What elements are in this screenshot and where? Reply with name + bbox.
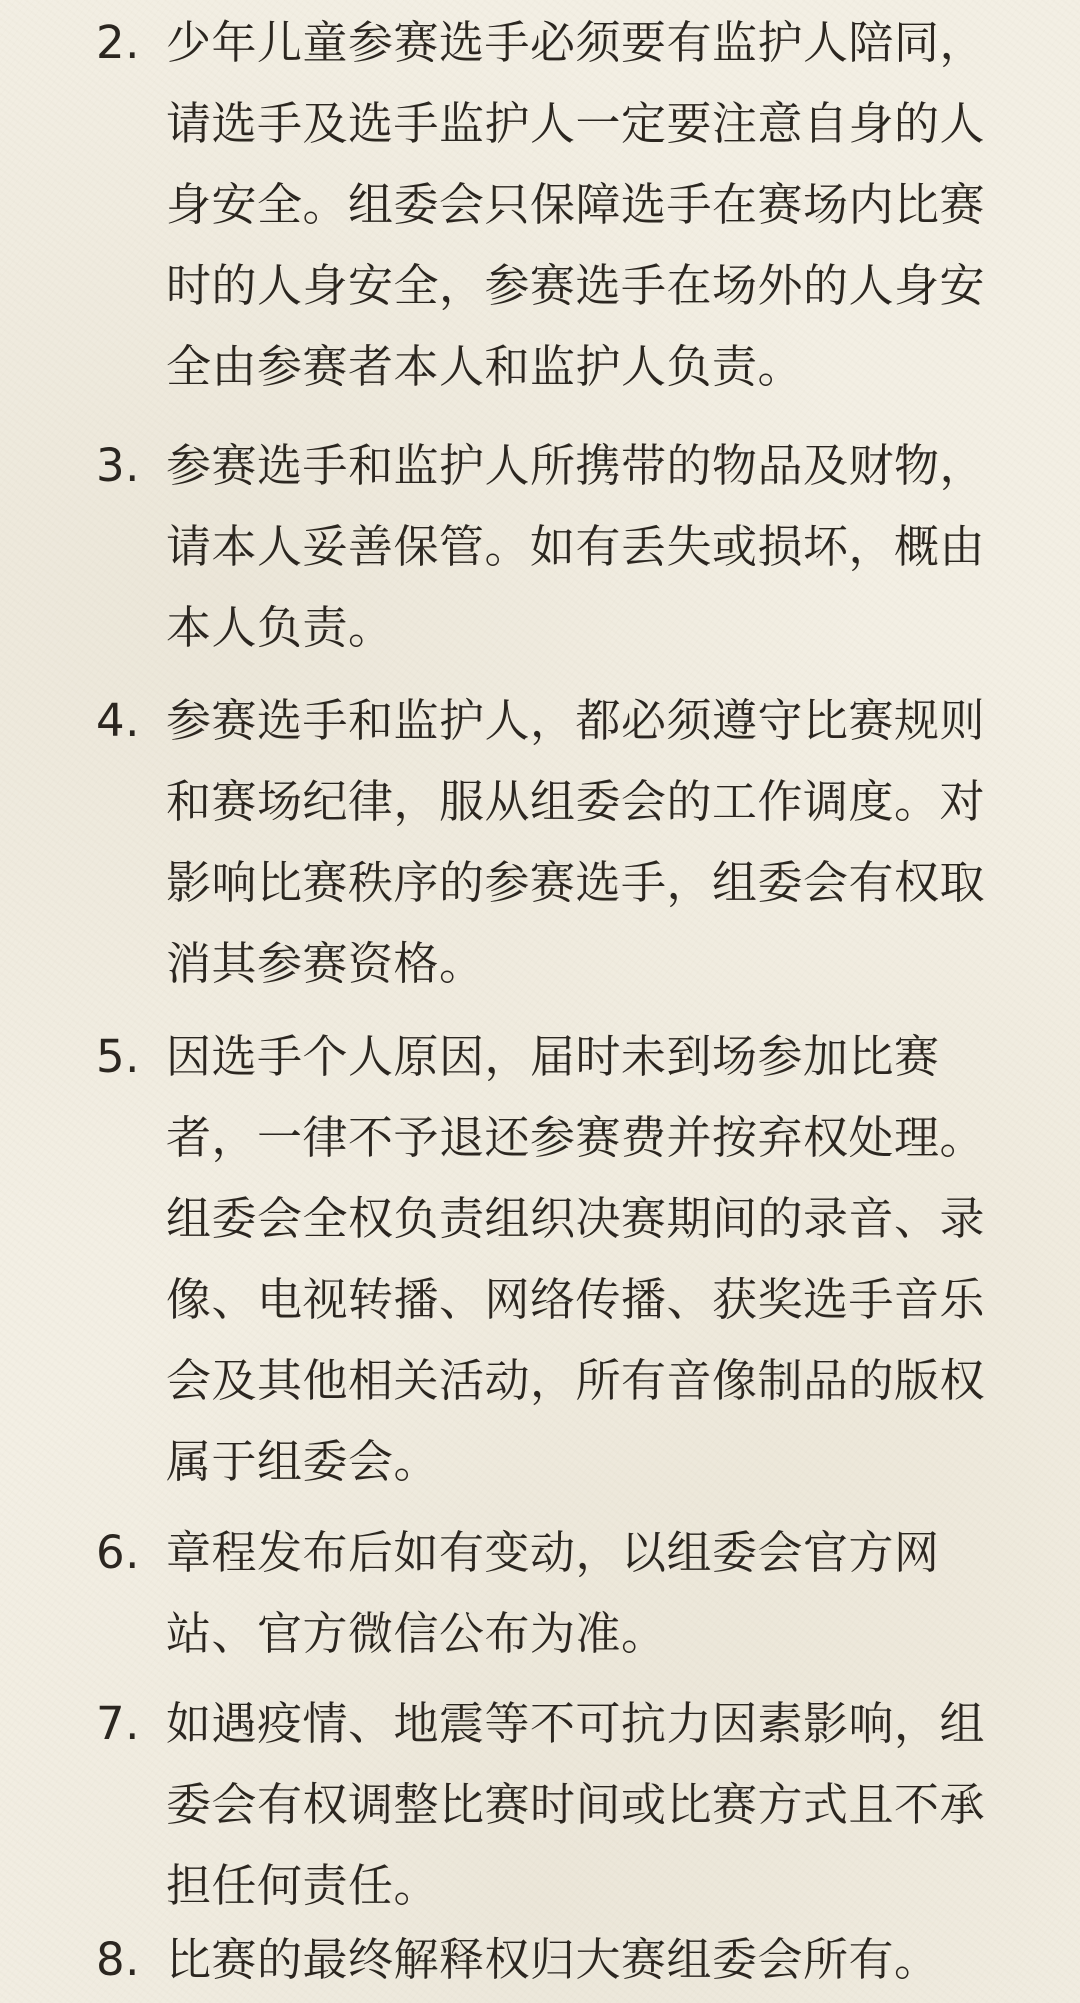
rule-item-5	[96, 1016, 1022, 1502]
rule-text: 章程发布后如有变动，以组委会官方网站、官方微信公布为准。	[166, 1526, 940, 1660]
rule-text: 参赛选手和监护人所携带的物品及财物，请本人妥善保管。如有丢失或损坏，概由本人负责。	[166, 439, 986, 654]
rule-text: 少年儿童参赛选手必须要有监护人陪同，请选手及选手监护人一定要注意自身的人身安全。组委会只保障选手在赛场内比赛 时的人身安全，参赛选手在场外的人身安全由参赛者本人和监护人负责。	[166, 16, 986, 393]
rule-item-2	[96, 2, 1022, 407]
rule-number: 3.	[96, 439, 140, 492]
rule-text: 因选手个人原因，届时未到场参加比赛者，一律不予退还参赛费并按弃权处理。组委会全权负责组织决赛期间的录音、录像、电视转播、网络传播、获奖选手音乐会及其他相关活动，所有音像制品的版权属于组委会。	[166, 1030, 986, 1488]
rule-text: 如遇疫情、地震等不可抗力因素影响，组委会有权调整比赛时间或比赛方式且不承担任何责任。	[166, 1697, 986, 1912]
rule-number: 2.	[96, 16, 140, 69]
rule-item-7	[96, 1683, 1022, 1926]
rule-text: 比赛的最终解释权归大赛组委会所有。	[166, 1933, 940, 1986]
rule-item-3	[96, 425, 1022, 668]
rule-number: 5.	[96, 1030, 140, 1083]
rule-item-8	[96, 1919, 1022, 2000]
rule-number: 8.	[96, 1933, 140, 1986]
rule-number: 7.	[96, 1697, 140, 1750]
rule-item-4	[96, 680, 1022, 1004]
rule-item-6	[96, 1512, 1022, 1674]
rule-number: 4.	[96, 694, 140, 747]
rule-text: 参赛选手和监护人，都必须遵守比赛规则和赛场纪律，服从组委会的工作调度。对影响比赛秩序的参赛选手，组委会有权取消其参赛资格。	[166, 694, 986, 990]
rule-number: 6.	[96, 1526, 140, 1579]
